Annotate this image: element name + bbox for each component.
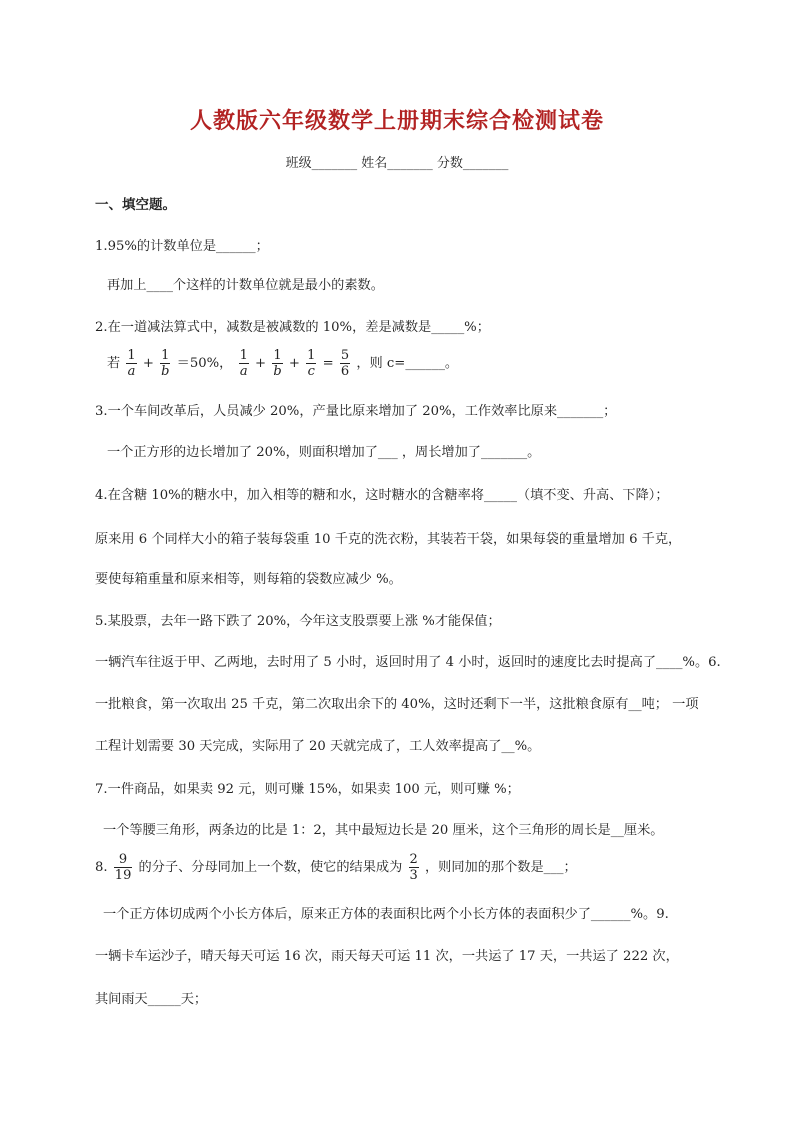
question-5b: 一辆汽车往返于甲、乙两地，去时用了 5 小时，返回时用了 4 小时，返回时的速度比去时提高了____%。6. [95,655,721,670]
section-heading-fill-in: 一、填空题。 [95,197,176,213]
q8-prefix: 8. [95,860,108,875]
question-8a [95,848,577,888]
question-3a: 3.一个车间改革后，人员减少 20%，产量比原来增加了 20%，工作效率比原来_______； [95,404,617,419]
plus-sign: + [142,356,154,371]
question-7a: 7.一件商品，如果卖 92 元，则可赚 15%，如果卖 100 元，则可赚 %； [95,782,520,797]
equals-50-percent: ＝50%， [176,356,233,371]
question-4a: 4.在含糖 10%的糖水中，加入相等的糖和水，这时糖水的含糖率将_____（填不变、升高、下降）； [95,488,669,503]
question-3b: 一个正方形的边长增加了 20%，则面积增加了___ ，周长增加了_______。 [107,445,541,460]
fraction-5-over-6: $\frac{5}{6}$ [340,348,350,379]
q8-middle-text: 的分子、分母同加上一个数，使它的结果成为 [138,860,403,875]
plus-sign: + [255,356,267,371]
question-9b: 其间雨天_____天； [95,992,208,1007]
question-4c: 要使每箱重量和原来相等，则每箱的袋数应减少 %。 [95,572,402,587]
question-1b: 再加上____个这样的计数单位就是最小的素数。 [107,278,384,293]
question-4b: 原来用 6 个同样大小的箱子装每袋重 10 千克的洗衣粉，其装若干袋，如果每袋的重量增加 6 千克， [95,532,682,547]
plus-sign: + [288,356,300,371]
fraction-1-over-a: $\frac{1}{a}$ [127,348,136,379]
q8-suffix: ，则同加的那个数是___； [424,860,577,875]
exam-title: 人教版六年级数学上册期末综合检测试卷 [189,109,604,134]
question-6b: 工程计划需要 30 天完成，实际用了 20 天就完成了，工人效率提高了__%。 [95,739,541,754]
q2b-prefix: 若 [107,356,121,371]
equals-sign: = [322,356,334,371]
question-5a: 5.某股票，去年一路下跌了 20%，今年这支股票要上涨 %才能保值； [95,614,501,629]
question-6a: 一批粮食，第一次取出 25 千克，第二次取出余下的 40%，这时还剩下一半，这批粮食原有__吨； 一项 [95,697,699,712]
question-7b: 一个等腰三角形，两条边的比是 1：2，其中最短边长是 20 厘米，这个三角形的周长是__厘米。 [103,823,664,838]
fraction-1-over-a: $\frac{1}{a}$ [239,348,248,379]
fraction-1-over-b: $\frac{1}{b}$ [161,348,170,379]
question-2a: 2.在一道减法算式中，减数是被减数的 10%，差是减数是_____%； [95,320,490,335]
fraction-1-over-c: $\frac{1}{c}$ [307,348,316,379]
fraction-1-over-b: $\frac{1}{b}$ [273,348,282,379]
question-9a: 一辆卡车运沙子，晴天每天可运 16 次，雨天每天可运 11 次，一共运了 17 天，一共运了 222 次， [95,949,679,964]
fraction-9-over-19: $\frac{9}{19}$ [114,852,132,883]
question-8b: 一个正方体切成两个小长方体后，原来正方体的表面积比两个小长方体的表面积少了______%。9. [103,907,669,922]
q2b-suffix: ，则 c=______。 [356,356,459,371]
student-info-line: 班级_______ 姓名_______ 分数_______ [285,156,509,171]
question-1a: 1.95%的计数单位是______； [95,239,269,254]
fraction-2-over-3: $\frac{2}{3}$ [409,852,418,883]
question-2b [107,344,458,384]
